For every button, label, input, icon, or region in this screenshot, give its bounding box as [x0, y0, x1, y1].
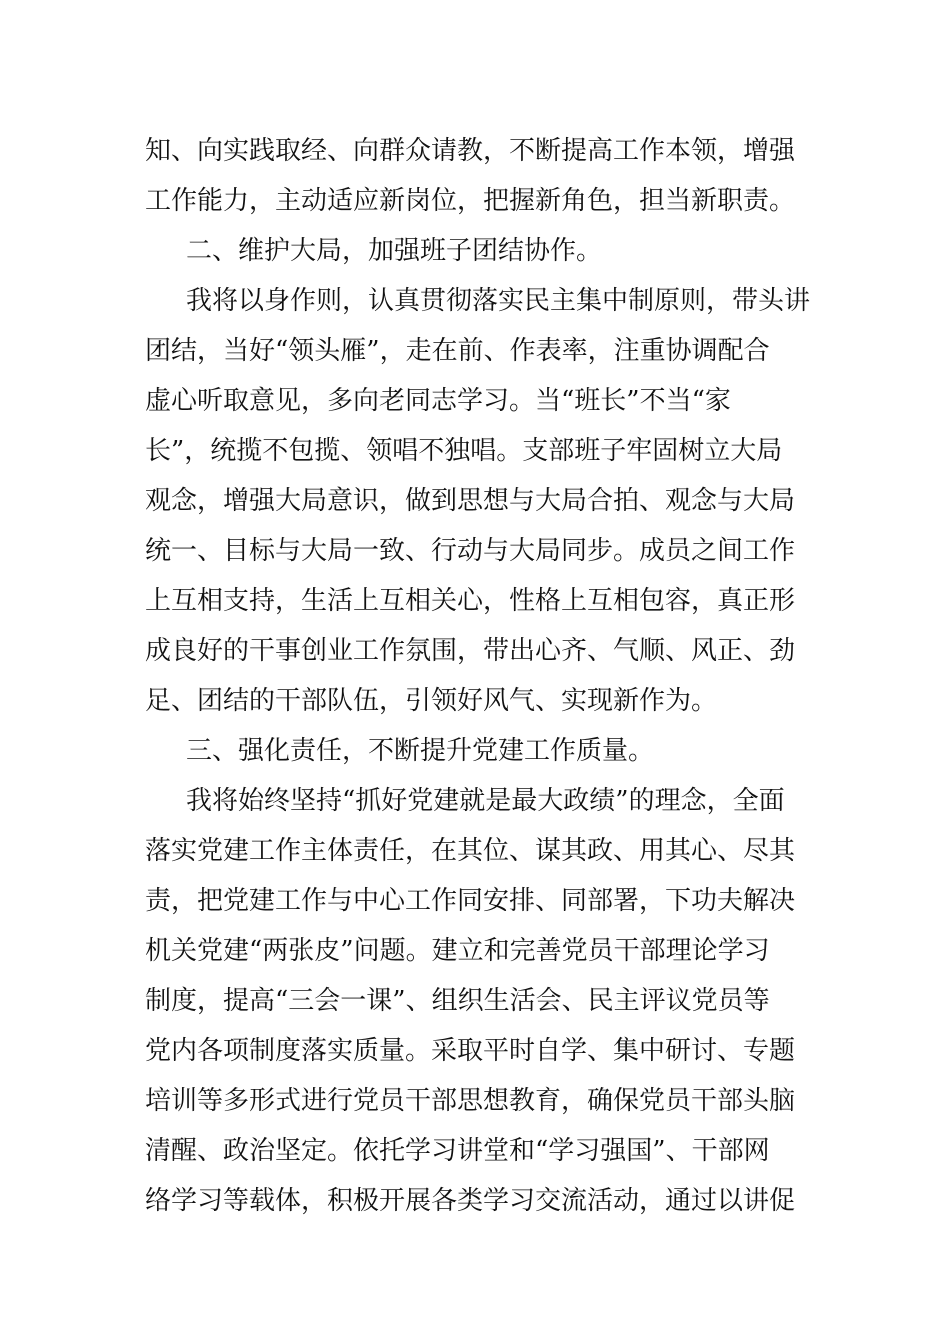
- text-line: 我将始终坚持“抓好党建就是最大政绩”的理念，全面: [186, 786, 785, 816]
- text-line: 团结，当好“领头雁”，走在前、作表率，注重协调配合: [145, 336, 770, 366]
- text-line: 统一、目标与大局一致、行动与大局同步。成员之间工作: [145, 536, 796, 566]
- text-line: 工作能力，主动适应新岗位，把握新角色，担当新职责。: [145, 186, 796, 216]
- text-line: 我将以身作则，认真贯彻落实民主集中制原则，带头讲: [186, 286, 811, 316]
- text-line: 清醒、政治坚定。依托学习讲堂和“学习强国”、干部网: [145, 1136, 770, 1166]
- section-heading-3: 三、强化责任，不断提升党建工作质量。: [186, 736, 655, 766]
- text-line: 虚心听取意见，多向老同志学习。当“班长”不当“家: [145, 386, 731, 416]
- text-line: 知、向实践取经、向群众请教，不断提高工作本领，增强: [145, 136, 796, 166]
- text-line: 观念，增强大局意识，做到思想与大局合拍、观念与大局: [145, 486, 796, 516]
- text-line: 培训等多形式进行党员干部思想教育，确保党员干部头脑: [145, 1086, 796, 1116]
- text-line: 机关党建“两张皮”问题。建立和完善党员干部理论学习: [145, 936, 770, 966]
- text-line: 上互相支持，生活上互相关心，性格上互相包容，真正形: [145, 586, 796, 616]
- section-heading-2: 二、维护大局，加强班子团结协作。: [186, 236, 603, 266]
- text-line: 络学习等载体，积极开展各类学习交流活动，通过以讲促: [145, 1186, 796, 1216]
- text-line: 责，把党建工作与中心工作同安排、同部署，下功夫解决: [145, 886, 796, 916]
- text-line: 成良好的干事创业工作氛围，带出心齐、气顺、风正、劲: [145, 636, 796, 666]
- text-line: 落实党建工作主体责任，在其位、谋其政、用其心、尽其: [145, 836, 796, 866]
- text-line: 足、团结的干部队伍，引领好风气、实现新作为。: [145, 686, 718, 716]
- text-line: 党内各项制度落实质量。采取平时自学、集中研讨、专题: [145, 1036, 796, 1066]
- text-line: 制度，提高“三会一课”、组织生活会、民主评议党员等: [145, 986, 770, 1016]
- text-line: 长”，统揽不包揽、领唱不独唱。支部班子牢固树立大局: [145, 436, 783, 466]
